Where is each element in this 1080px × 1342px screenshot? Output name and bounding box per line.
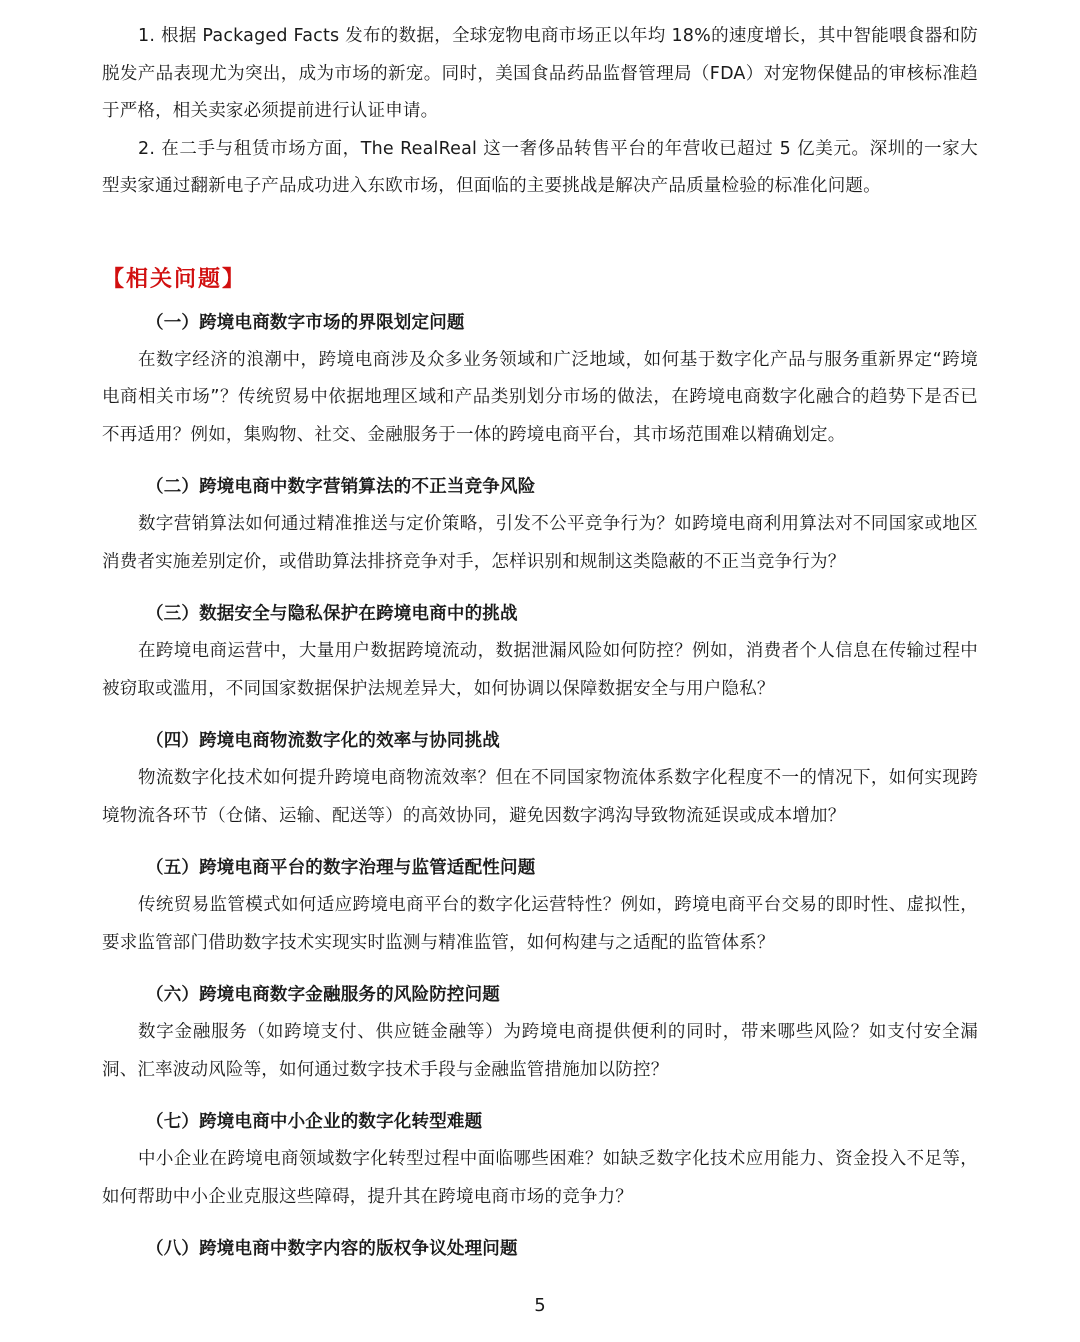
question-body-3: 在跨境电商运营中，大量用户数据跨境流动，数据泄漏风险如何防控？例如，消费者个人信息在传输过程中被窃取或滥用，不同国家数据保护法规差异大，如何协调以保障数据安全与用户隐私？ (102, 641, 978, 699)
question-block-3 (102, 595, 978, 708)
question-title-5: （五）跨境电商平台的数字治理与监管适配性问题 (146, 858, 536, 878)
intro-paragraph-2: 2. 在二手与租赁市场方面，The RealReal 这一奢侈品转售平台的年营收已超过 5 亿美元。深圳的一家大型卖家通过翻新电子产品成功进入东欧市场，但面临的主要挑战是解决产品质量检验的标准化问题。 (102, 138, 978, 196)
question-title-6: （六）跨境电商数字金融服务的风险防控问题 (146, 985, 500, 1005)
question-block-6 (102, 976, 978, 1089)
page-content (102, 18, 978, 1268)
question-body-1: 在数字经济的浪潮中，跨境电商涉及众多业务领域和广泛地域，如何基于数字化产品与服务重新界定“跨境电商相关市场”？传统贸易中依据地理区域和产品类别划分市场的做法，在跨境电商数字化融合的趋势下是否已不再适用？例如，集购物、社交、金融服务于一体的跨境电商平台，其市场范围难以精确划定。 (102, 349, 978, 445)
question-block-5 (102, 849, 978, 962)
question-title-4: （四）跨境电商物流数字化的效率与协同挑战 (146, 731, 500, 751)
question-title-2: （二）跨境电商中数字营销算法的不正当竞争风险 (146, 477, 536, 497)
question-body-5: 传统贸易监管模式如何适应跨境电商平台的数字化运营特性？例如，跨境电商平台交易的即时性、虚拟性，要求监管部门借助数字技术实现实时监测与精准监管，如何构建与之适配的监管体系？ (102, 895, 978, 953)
question-title-3: （三）数据安全与隐私保护在跨境电商中的挑战 (146, 604, 518, 624)
question-body-4: 物流数字化技术如何提升跨境电商物流效率？但在不同国家物流体系数字化程度不一的情况下，如何实现跨境物流各环节（仓储、运输、配送等）的高效协同，避免因数字鸿沟导致物流延误或成本增加？ (102, 768, 978, 826)
intro-paragraph-1: 1. 根据 Packaged Facts 发布的数据，全球宠物电商市场正以年均 18%的速度增长，其中智能喂食器和防脱发产品表现尤为突出，成为市场的新宠。同时，美国食品药品监督管理局（FDA）对宠物保健品的审核标准趋于严格，相关卖家必须提前进行认证申请。 (102, 26, 978, 121)
question-body-6: 数字金融服务（如跨境支付、供应链金融等）为跨境电商提供便利的同时，带来哪些风险？如支付安全漏洞、汇率波动风险等，如何通过数字技术手段与金融监管措施加以防控？ (102, 1022, 978, 1080)
question-title-8: （八）跨境电商中数字内容的版权争议处理问题 (146, 1239, 518, 1259)
question-block-8 (102, 1230, 978, 1268)
question-body-7: 中小企业在跨境电商领域数字化转型过程中面临哪些困难？如缺乏数字化技术应用能力、资金投入不足等，如何帮助中小企业克服这些障碍，提升其在跨境电商市场的竞争力？ (102, 1149, 978, 1207)
question-title-7: （七）跨境电商中小企业的数字化转型难题 (146, 1112, 483, 1132)
question-block-7 (102, 1103, 978, 1216)
section-header-related-questions: 【相关问题】 (102, 265, 247, 292)
question-block-1 (102, 304, 978, 455)
question-body-2: 数字营销算法如何通过精准推送与定价策略，引发不公平竞争行为？如跨境电商利用算法对不同国家或地区消费者实施差别定价，或借助算法排挤竞争对手，怎样识别和规制这类隐蔽的不正当竞争行为？ (102, 514, 978, 572)
question-block-4 (102, 722, 978, 835)
page-number: 5 (534, 1295, 546, 1316)
question-title-1: （一）跨境电商数字市场的界限划定问题 (146, 312, 465, 333)
question-block-2 (102, 468, 978, 581)
